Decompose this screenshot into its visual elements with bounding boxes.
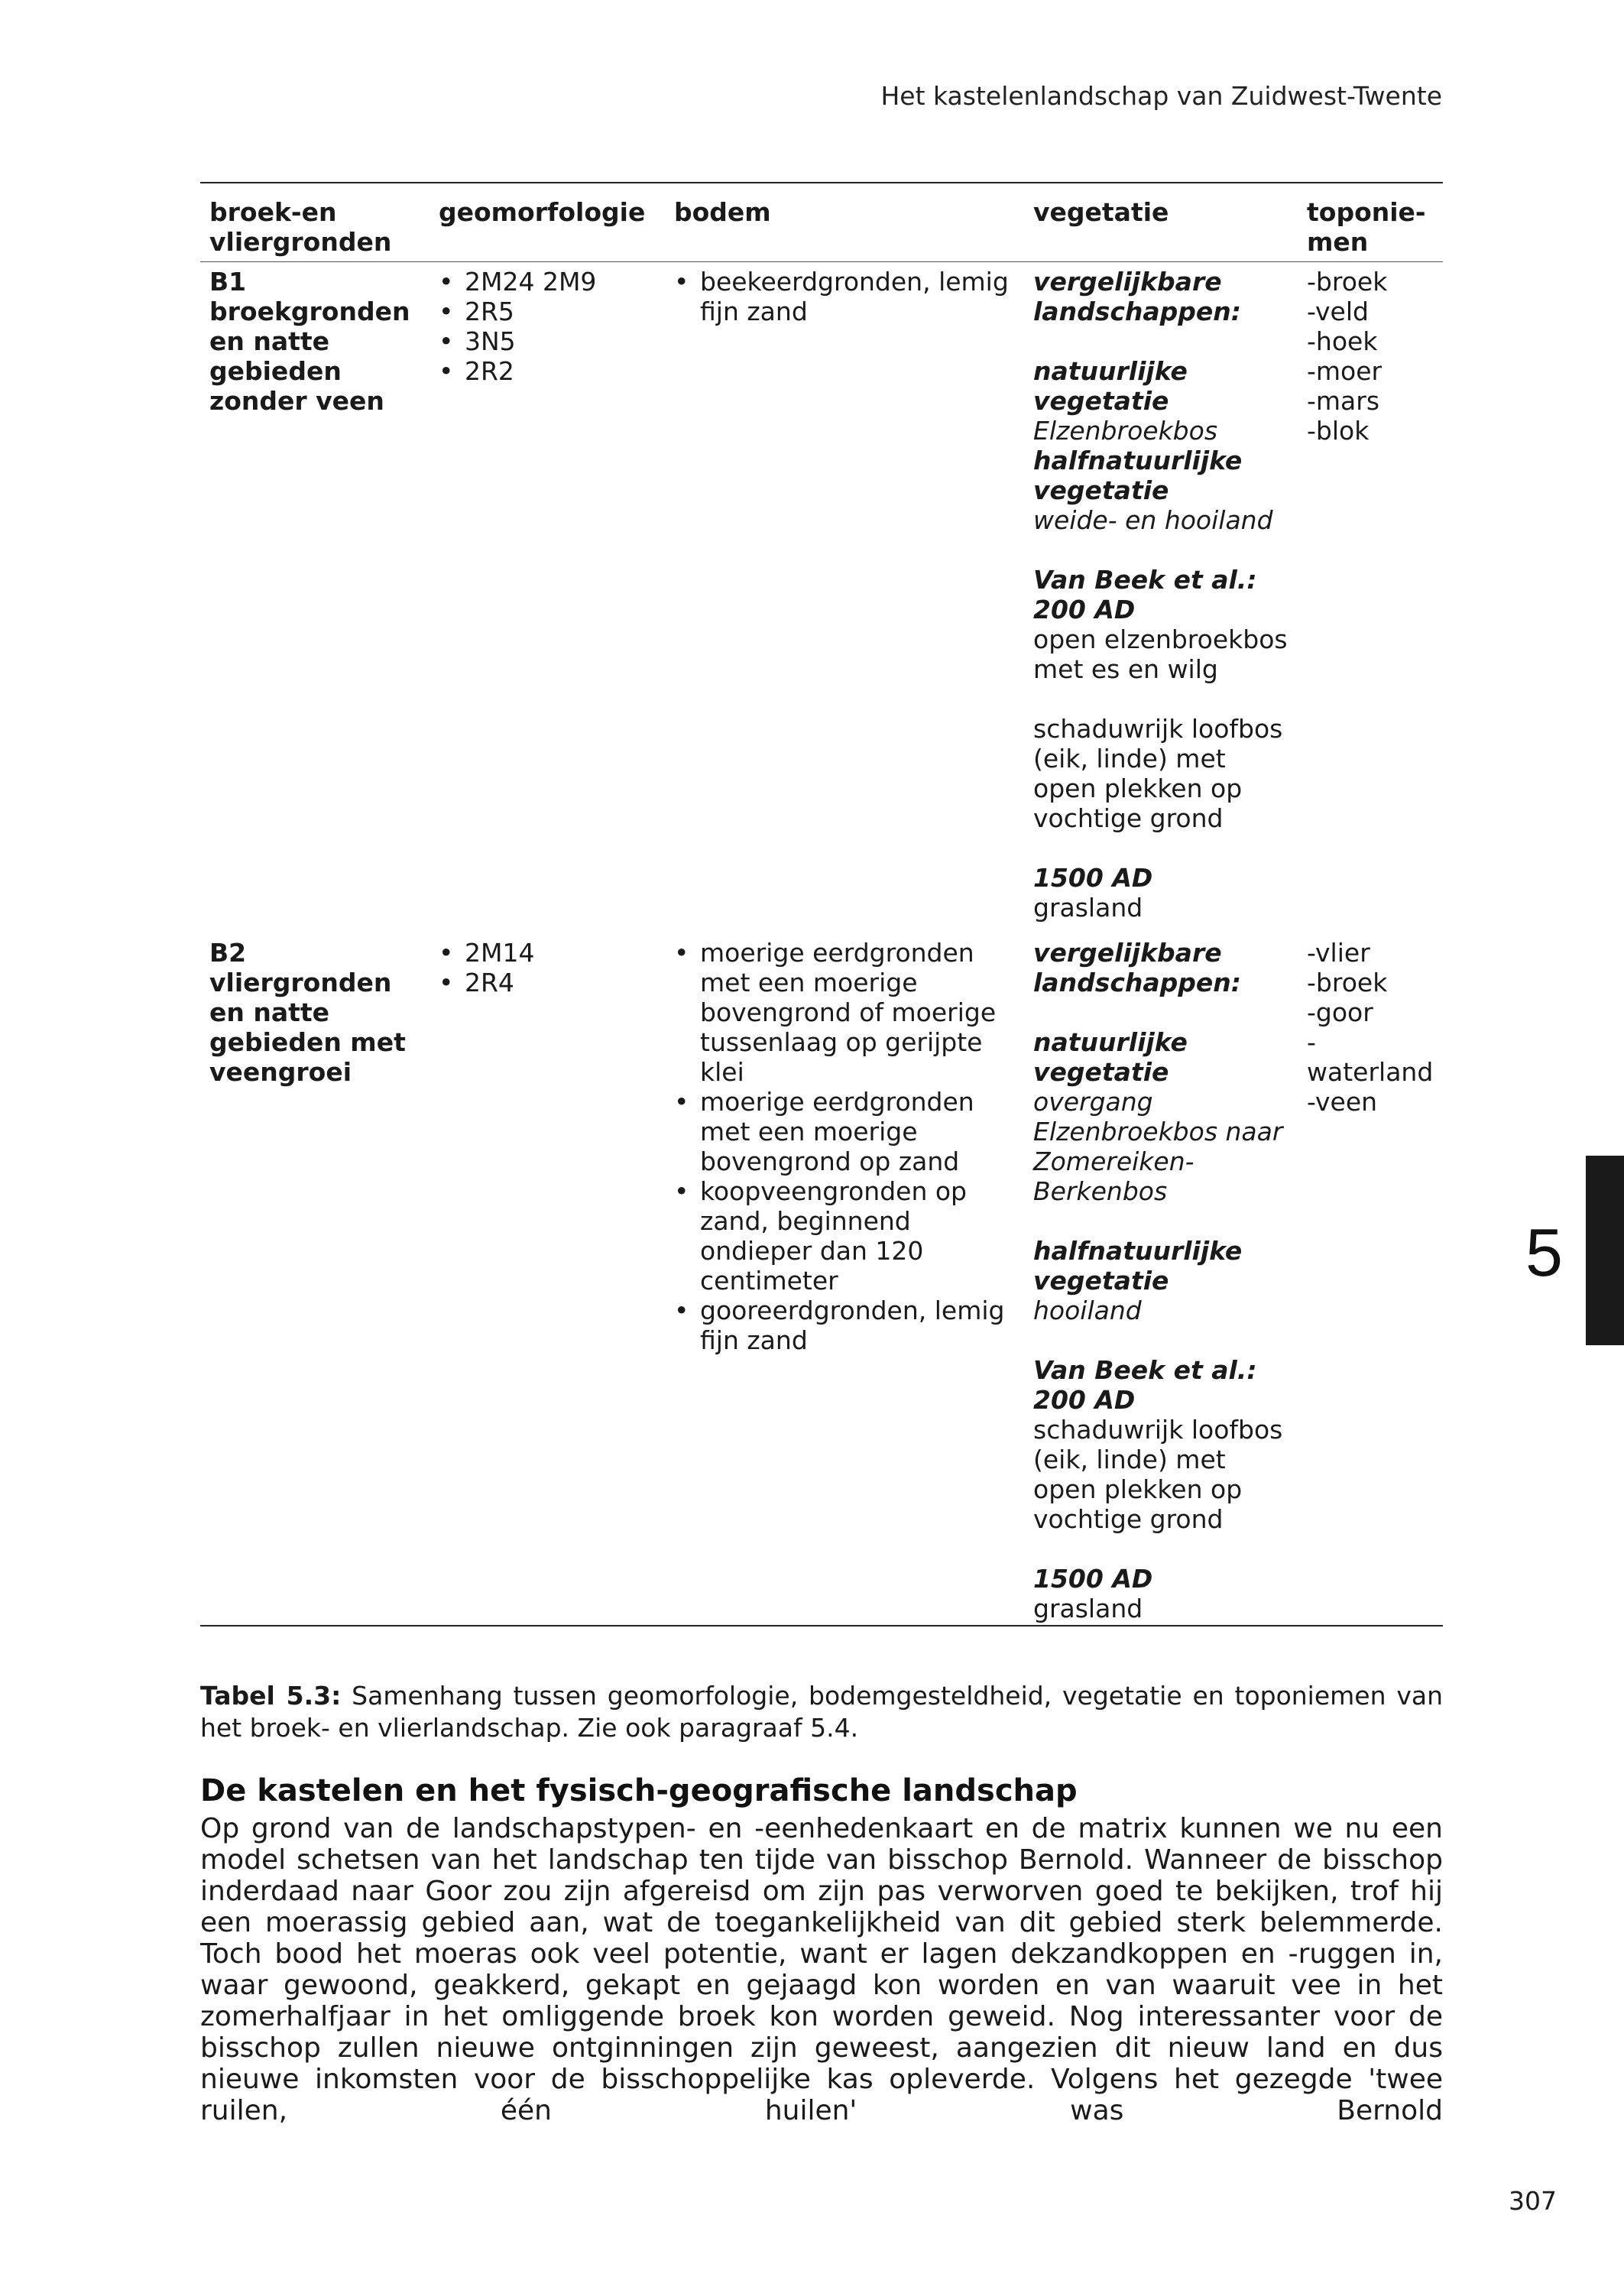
list-item: -goor: [1307, 997, 1373, 1027]
veg-1500-head: 1500 AD: [1033, 863, 1153, 893]
landscape-table: [200, 182, 1443, 1627]
row-name: B1 broekgronden en natte gebieden zonder veen: [209, 267, 410, 416]
vegetatie-cell: [1024, 938, 1298, 1623]
toponiemen-cell: [1298, 938, 1443, 1623]
veg-comparable: vergelijkbare landschappen:: [1033, 938, 1241, 997]
veg-vanbeek-head: Van Beek et al.: 200 AD: [1033, 565, 1257, 624]
veg-natural-head: natuurlijke vegetatie: [1033, 356, 1188, 416]
list-item: -vlier: [1307, 938, 1370, 968]
veg-vanbeek-value: schaduwrijk loofbos (eik, linde) met open plekken op vochtige grond: [1033, 1415, 1283, 1534]
veg-vanbeek-value: schaduwrijk loofbos (eik, linde) met open plekken op vochtige grond: [1033, 714, 1283, 833]
list-item: -waterland: [1307, 1027, 1434, 1087]
veg-seminatural-head: halfnatuurlijke vegetatie: [1033, 446, 1243, 505]
list-item: • 2M24 2M9: [439, 267, 659, 297]
veg-vanbeek-value: open elzenbroekbos met es en wilg: [1033, 624, 1288, 684]
veg-1500-value: grasland: [1033, 893, 1143, 923]
vegetatie-cell: [1024, 267, 1298, 923]
list-item: • gooreerdgronden, lemig fijn zand: [674, 1296, 1018, 1355]
header-geomorfologie: geomorfologie: [439, 197, 646, 227]
table-row: [200, 923, 1443, 1625]
list-item: • 3N5: [439, 326, 659, 356]
bodem-cell: [665, 267, 1024, 923]
veg-vanbeek-head: Van Beek et al.: 200 AD: [1033, 1355, 1257, 1415]
table-row: [200, 262, 1443, 923]
chapter-number: 5: [1525, 1215, 1563, 1290]
list-item: • 2R5: [439, 297, 659, 326]
header-bodem: bodem: [674, 197, 771, 227]
header-toponiemen: toponie-men: [1307, 197, 1426, 257]
veg-seminatural-head: halfnatuurlijke vegetatie: [1033, 1236, 1243, 1296]
body-paragraph: Op grond van de landschapstypen- en -eenhedenkaart en de matrix kunnen we nu een model schetsen van het landschap ten tijde van bisschop Bernold. Wanneer de bisschop inderdaad naar Goor zou zijn afgereisd om zijn pas verworven goed te bekijken, trof hij een moerassig gebied aan, wat de toegankelijkheid van dit gebied sterk belemmerde. Toch bood het moeras ook veel potentie, want er lagen dekzandkoppen en -ruggen in, waar gewoond, geakkerd, gekapt en gejaagd kon worden en van waaruit vee in het zomerhalfjaar in het omliggende broek kon worden geweid. Nog interessanter voor de bisschop zullen nieuwe ontginningen zijn geweest, aangezien dit nieuw land en dus nieuwe inkomsten voor de bisschoppelijke kas opleverde. Volgens het gezegde 'twee ruilen, één huilen' was Bernold: [200, 1813, 1443, 2126]
section-title: De kastelen en het fysisch-geografische landschap: [200, 1773, 1078, 1808]
geomorfologie-cell: [430, 938, 665, 1623]
header-vegetatie: vegetatie: [1033, 197, 1169, 227]
list-item: • moerige eerdgronden met een moerige bovengrond of moerige tussenlaag op gerijpte klei: [674, 938, 1018, 1087]
list-item: -hoek: [1307, 326, 1378, 356]
list-item: -broek: [1307, 968, 1388, 997]
veg-1500-value: grasland: [1033, 1594, 1143, 1623]
veg-natural-head: natuurlijke vegetatie: [1033, 1027, 1188, 1087]
veg-natural-value: Elzenbroekbos: [1033, 416, 1218, 446]
toponiemen-cell: [1298, 267, 1443, 923]
chapter-tab: [1586, 1156, 1624, 1345]
list-item: -moer: [1307, 356, 1383, 386]
table-bottom-rule: [200, 1625, 1443, 1627]
row-name: B2 vliergronden en natte gebieden met veengroei: [209, 938, 406, 1087]
veg-seminatural-value: weide- en hooiland: [1033, 505, 1273, 535]
list-item: -blok: [1307, 416, 1370, 446]
list-item: -veen: [1307, 1087, 1378, 1117]
veg-seminatural-value: hooiland: [1033, 1296, 1142, 1325]
veg-natural-value: overgang Elzenbroekbos naar Zomereiken-Berkenbos: [1033, 1087, 1283, 1206]
list-item: • 2R2: [439, 356, 659, 386]
bodem-cell: [665, 938, 1024, 1623]
veg-1500-head: 1500 AD: [1033, 1564, 1153, 1594]
geomorfologie-cell: [430, 267, 665, 923]
table-header-row: [200, 183, 1443, 261]
list-item: • 2R4: [439, 968, 659, 997]
list-item: • beekeerdgronden, lemig fijn zand: [674, 267, 1018, 326]
header-landscape: broek-en vliergronden: [209, 197, 392, 257]
table-caption: [200, 1680, 1443, 1744]
list-item: • koopveengronden op zand, beginnend ondieper dan 120 centimeter: [674, 1176, 1018, 1296]
page-number: 307: [1509, 2186, 1557, 2216]
list-item: • moerige eerdgronden met een moerige bovengrond op zand: [674, 1087, 1018, 1176]
list-item: -veld: [1307, 297, 1369, 326]
caption-label: Tabel 5.3:: [200, 1681, 342, 1711]
list-item: -broek: [1307, 267, 1388, 297]
list-item: -mars: [1307, 386, 1380, 416]
running-head: Het kastelenlandschap van Zuidwest-Twente: [880, 81, 1442, 111]
veg-comparable: vergelijkbare landschappen:: [1033, 267, 1241, 326]
caption-text: Samenhang tussen geomorfologie, bodemgesteldheid, vegetatie en toponiemen van het broek- en vlierlandschap. Zie ook paragraaf 5.4.: [200, 1681, 1444, 1743]
list-item: • 2M14: [439, 938, 659, 968]
